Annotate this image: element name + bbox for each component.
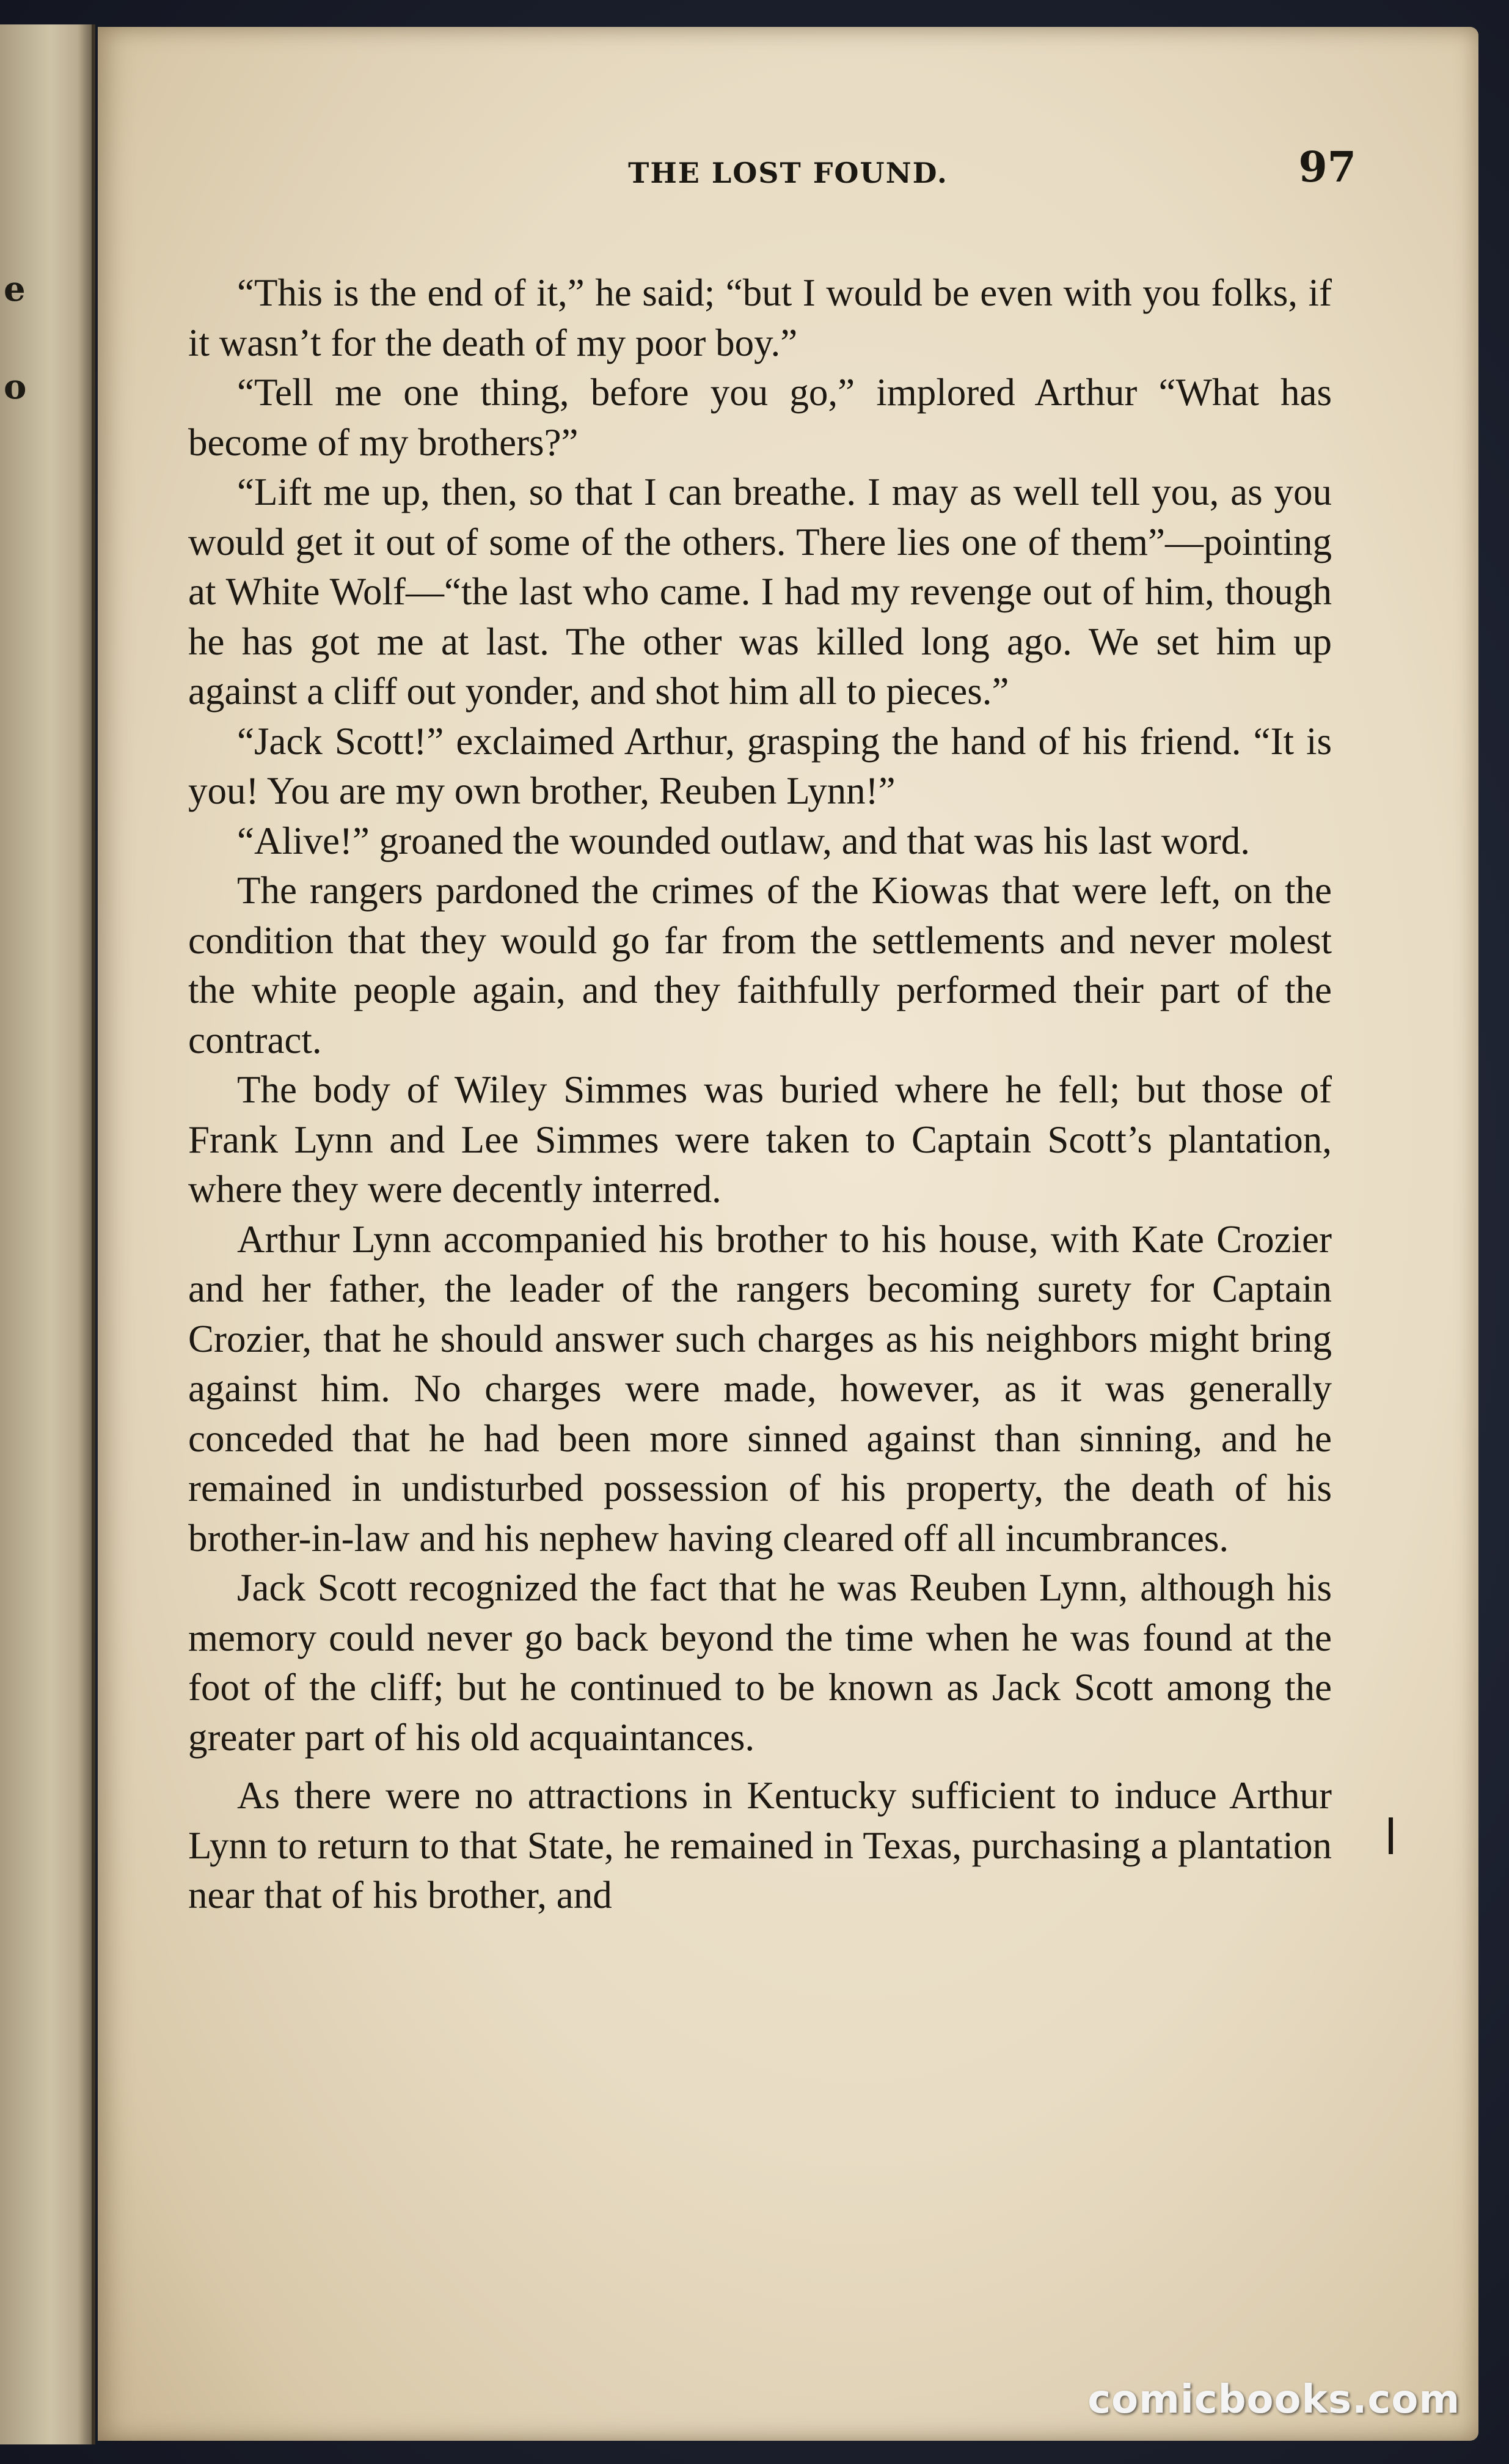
facing-page-letter: o [4, 367, 27, 407]
stray-ink-mark [1389, 1817, 1393, 1854]
page-body [188, 268, 1332, 1921]
paragraph: As there were no attractions in Kentucky sufficient to induce Arthur Lynn to return to that State, he remained in Texas, purchasing a plantation near that of his brother, and [188, 1774, 1332, 1916]
paragraph: “Tell me one thing, before you go,” implored Arthur “What has become of my brothers?” [188, 371, 1332, 464]
running-head: THE LOST FOUND. [628, 156, 948, 189]
paragraph: “Lift me up, then, so that I can breathe. I may as well tell you, as you would get it out of some of the others. There lies one of them”—pointing at White Wolf—“the last who came. I had my revenge out of him, though he has got me at last. The other was killed long ago. We set him up against a cliff out yonder, and shot him all to pieces.” [188, 471, 1332, 713]
book-page [98, 27, 1478, 2441]
page-number: 97 [1298, 143, 1356, 192]
paragraph: The rangers pardoned the crimes of the Kiowas that were left, on the condition that they would go far from the settlements and never molest the white people again, and they faithfully performed their part of the contract. [188, 869, 1332, 1062]
watermark: comicbooks.com [1087, 2377, 1460, 2422]
facing-page-letter: e [4, 269, 26, 309]
paragraph: Arthur Lynn accompanied his brother to his house, with Kate Crozier and her father, the leader of the rangers becoming surety for Captain Crozier, that he should answer such charges as his neighbors might bring against him. No charges were made, however, as it was generally conceded that he had been more sinned against than sinning, and he remained in undisturbed possession of his property, the death of his brother-in-law and his nephew having cleared off all incumbrances. [188, 1217, 1332, 1560]
paragraph: “This is the end of it,” he said; “but I would be even with you folks, if it wasn’t for the death of my poor boy.” [188, 271, 1332, 364]
paragraph: The body of Wiley Simmes was buried where he fell; but those of Frank Lynn and Lee Simmes were taken to Captain Scott’s plantation, where they were decently interred. [188, 1068, 1332, 1211]
paragraph: Jack Scott recognized the fact that he was Reuben Lynn, although his memory could never go back beyond the time when he was found at the foot of the cliff; but he continued to be known as Jack Scott among the greater part of his old acquaintances. [188, 1566, 1332, 1759]
paragraph: “Alive!” groaned the wounded outlaw, and that was his last word. [237, 819, 1250, 862]
paragraph: “Jack Scott!” exclaimed Arthur, grasping the hand of his friend. “It is you! You are my own brother, Reuben Lynn!” [188, 719, 1332, 812]
facing-page-edge [0, 24, 95, 2444]
